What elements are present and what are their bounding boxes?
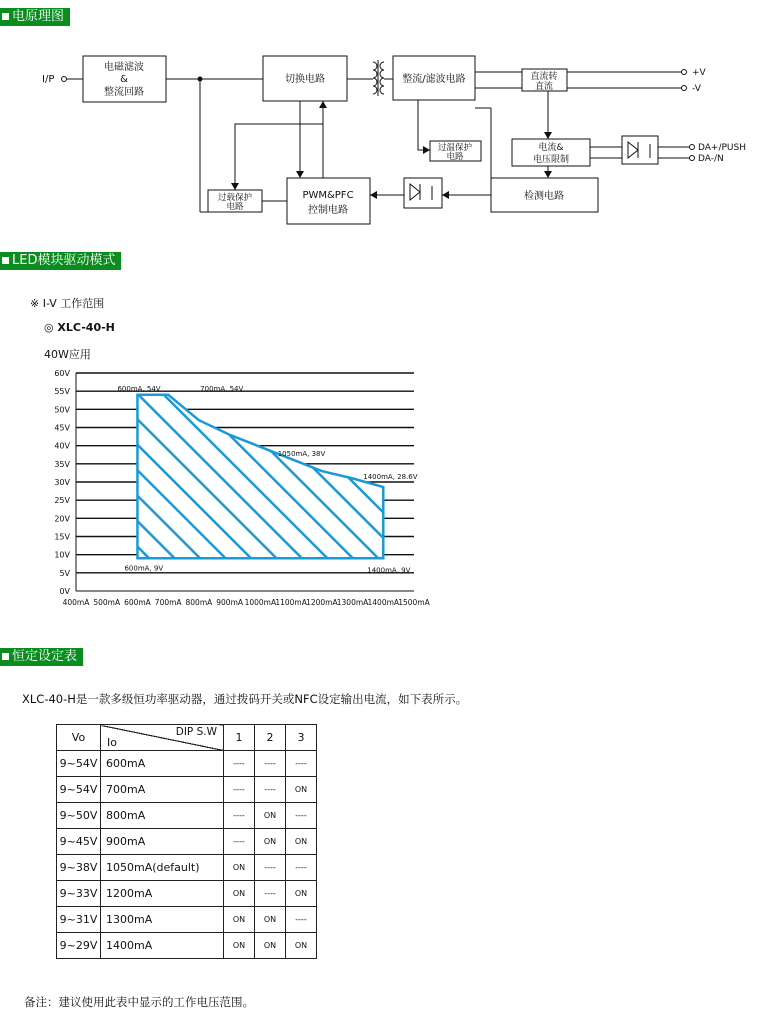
y-tick-label: 5V <box>59 568 70 578</box>
opto-right-block <box>622 136 658 164</box>
dcdc-label: 直流转 <box>530 72 558 82</box>
y-tick-label: 40V <box>54 441 70 451</box>
y-tick-label: 30V <box>54 478 70 487</box>
emi-label-amp: & <box>120 74 128 85</box>
dip-2-cell: ---- <box>255 881 286 907</box>
table-row <box>57 829 317 855</box>
section-title: 恒定设定表 <box>12 649 78 664</box>
limit-label: 电流& <box>538 143 564 153</box>
dip-1-cell: ---- <box>224 777 255 803</box>
dip-1-cell: ---- <box>224 803 255 829</box>
io-cell: 1400mA <box>101 933 224 959</box>
out-pos-label: +V <box>692 68 706 78</box>
vo-cell: 9~54V <box>57 751 101 777</box>
dip-3-cell: ON <box>286 881 317 907</box>
dip-switch-table <box>56 724 317 959</box>
chart-annotation: 1400mA, 9V <box>367 566 411 575</box>
header-io: Io <box>107 736 117 749</box>
emi-label-3: 整流回路 <box>104 87 144 98</box>
vo-cell: 9~29V <box>57 933 101 959</box>
header-dip-2: 2 <box>255 725 286 751</box>
dip-2-cell: ---- <box>255 777 286 803</box>
vo-cell: 9~54V <box>57 777 101 803</box>
dip-2-cell: ON <box>255 907 286 933</box>
table-row <box>57 881 317 907</box>
dip-3-cell: ---- <box>286 855 317 881</box>
application-label: 40W应用 <box>44 348 91 361</box>
vo-cell: 9~50V <box>57 803 101 829</box>
dip-3-cell: ON <box>286 829 317 855</box>
y-tick-label: 25V <box>54 496 70 506</box>
pwm-label-2: 控制电路 <box>308 205 348 216</box>
pwm-label: PWM&PFC <box>302 190 354 201</box>
io-cell: 700mA <box>101 777 224 803</box>
dip-2-cell: ON <box>255 933 286 959</box>
da-push-label: DA+/PUSH <box>698 143 746 153</box>
iv-chart <box>0 360 440 610</box>
header-dip-1: 1 <box>224 725 255 751</box>
emi-label: 电磁滤波 <box>104 62 144 73</box>
dip-2-cell: ---- <box>255 751 286 777</box>
dcdc-label-2: 直流 <box>534 82 554 92</box>
chart-annotation: 700mA, 54V <box>200 384 244 393</box>
dip-3-cell: ---- <box>286 751 317 777</box>
pwm-block <box>287 178 370 224</box>
section-header-constant <box>0 648 83 666</box>
x-tick-label: 1200mA <box>306 598 338 607</box>
x-tick-label: 1500mA <box>398 598 430 607</box>
square-bullet-icon <box>2 257 9 264</box>
switch-label: 切换电路 <box>285 74 325 85</box>
header-dip-3: 3 <box>286 725 317 751</box>
x-tick-label: 900mA <box>216 598 244 607</box>
dip-2-cell: ON <box>255 829 286 855</box>
vo-cell: 9~45V <box>57 829 101 855</box>
table-row <box>57 855 317 881</box>
chart-annotation: 600mA, 54V <box>117 384 161 393</box>
ovp-label-2: 电路 <box>446 152 464 162</box>
io-cell: 600mA <box>101 751 224 777</box>
dip-1-cell: ON <box>224 907 255 933</box>
io-cell: 800mA <box>101 803 224 829</box>
table-header-row <box>57 725 317 751</box>
dip-1-cell: ON <box>224 933 255 959</box>
olp-label-2: 电路 <box>226 202 244 212</box>
detect-label: 检测电路 <box>524 191 564 202</box>
table-row <box>57 777 317 803</box>
dip-1-cell: ON <box>224 881 255 907</box>
out-neg-label: -V <box>692 84 701 94</box>
y-tick-label: 0V <box>59 587 70 596</box>
table-row <box>57 907 317 933</box>
section-title: 电原理图 <box>12 9 65 24</box>
table-intro: XLC-40-H是一款多级恒功率驱动器，通过拨码开关或NFC设定输出电流，如下表所示。 <box>22 692 468 706</box>
table-row <box>57 933 317 959</box>
vo-cell: 9~31V <box>57 907 101 933</box>
model-label: ◎ XLC-40-H <box>44 321 115 334</box>
iv-heading: ※ I-V 工作范围 <box>30 297 105 310</box>
x-tick-label: 700mA <box>154 598 182 607</box>
chart-annotation: 600mA, 9V <box>124 564 164 573</box>
x-tick-label: 1300mA <box>336 598 369 607</box>
circuit-diagram <box>0 40 776 230</box>
dip-2-cell: ON <box>255 803 286 829</box>
input-label: I/P <box>42 74 55 85</box>
da-n-label: DA-/N <box>698 154 724 164</box>
x-tick-label: 400mA <box>62 598 90 607</box>
table-row <box>57 751 317 777</box>
y-tick-label: 20V <box>54 514 70 524</box>
dip-1-cell: ---- <box>224 829 255 855</box>
dip-1-cell: ---- <box>224 751 255 777</box>
olp-label: 过载保护 <box>217 193 253 203</box>
dip-3-cell: ON <box>286 777 317 803</box>
dip-3-cell: ---- <box>286 803 317 829</box>
section-title: LED模块驱动模式 <box>12 253 116 268</box>
section-header-circuit <box>0 8 70 26</box>
dip-3-cell: ---- <box>286 907 317 933</box>
x-tick-label: 600mA <box>124 598 151 607</box>
io-cell: 900mA <box>101 829 224 855</box>
x-tick-label: 500mA <box>93 598 121 607</box>
x-tick-label: 1100mA <box>275 598 307 607</box>
operating-region <box>137 395 383 559</box>
rectifier-label: 整流/滤波电路 <box>402 74 466 85</box>
y-tick-label: 10V <box>54 550 70 560</box>
header-vo: Vo <box>57 725 101 751</box>
y-tick-label: 60V <box>54 369 70 378</box>
header-dip: DIP S.W <box>175 726 217 738</box>
vo-cell: 9~33V <box>57 881 101 907</box>
x-tick-label: 800mA <box>185 598 213 607</box>
io-cell: 1300mA <box>101 907 224 933</box>
x-tick-label: 1400mA <box>367 598 400 607</box>
y-tick-label: 55V <box>54 387 70 397</box>
dip-3-cell: ON <box>286 933 317 959</box>
y-tick-label: 45V <box>54 423 70 433</box>
table-note: 备注：建议使用此表中显示的工作电压范围。 <box>24 995 254 1009</box>
chart-annotation: 1400mA, 28.6V <box>363 473 418 482</box>
limit-label-2: 电压限制 <box>532 155 570 165</box>
io-cell: 1200mA <box>101 881 224 907</box>
square-bullet-icon <box>2 13 9 20</box>
y-tick-label: 15V <box>54 532 70 542</box>
table-row <box>57 803 317 829</box>
dip-2-cell: ---- <box>255 855 286 881</box>
x-tick-label: 1000mA <box>244 598 277 607</box>
header-io-dip <box>101 725 224 751</box>
y-tick-label: 35V <box>54 459 70 469</box>
chart-annotation: 1050mA, 38V <box>277 449 326 458</box>
io-cell: 1050mA(default) <box>101 855 224 881</box>
dip-1-cell: ON <box>224 855 255 881</box>
vo-cell: 9~38V <box>57 855 101 881</box>
section-header-led-mode <box>0 252 121 270</box>
y-tick-label: 50V <box>54 405 70 415</box>
square-bullet-icon <box>2 653 9 660</box>
ovp-label: 过温保护 <box>437 143 473 153</box>
